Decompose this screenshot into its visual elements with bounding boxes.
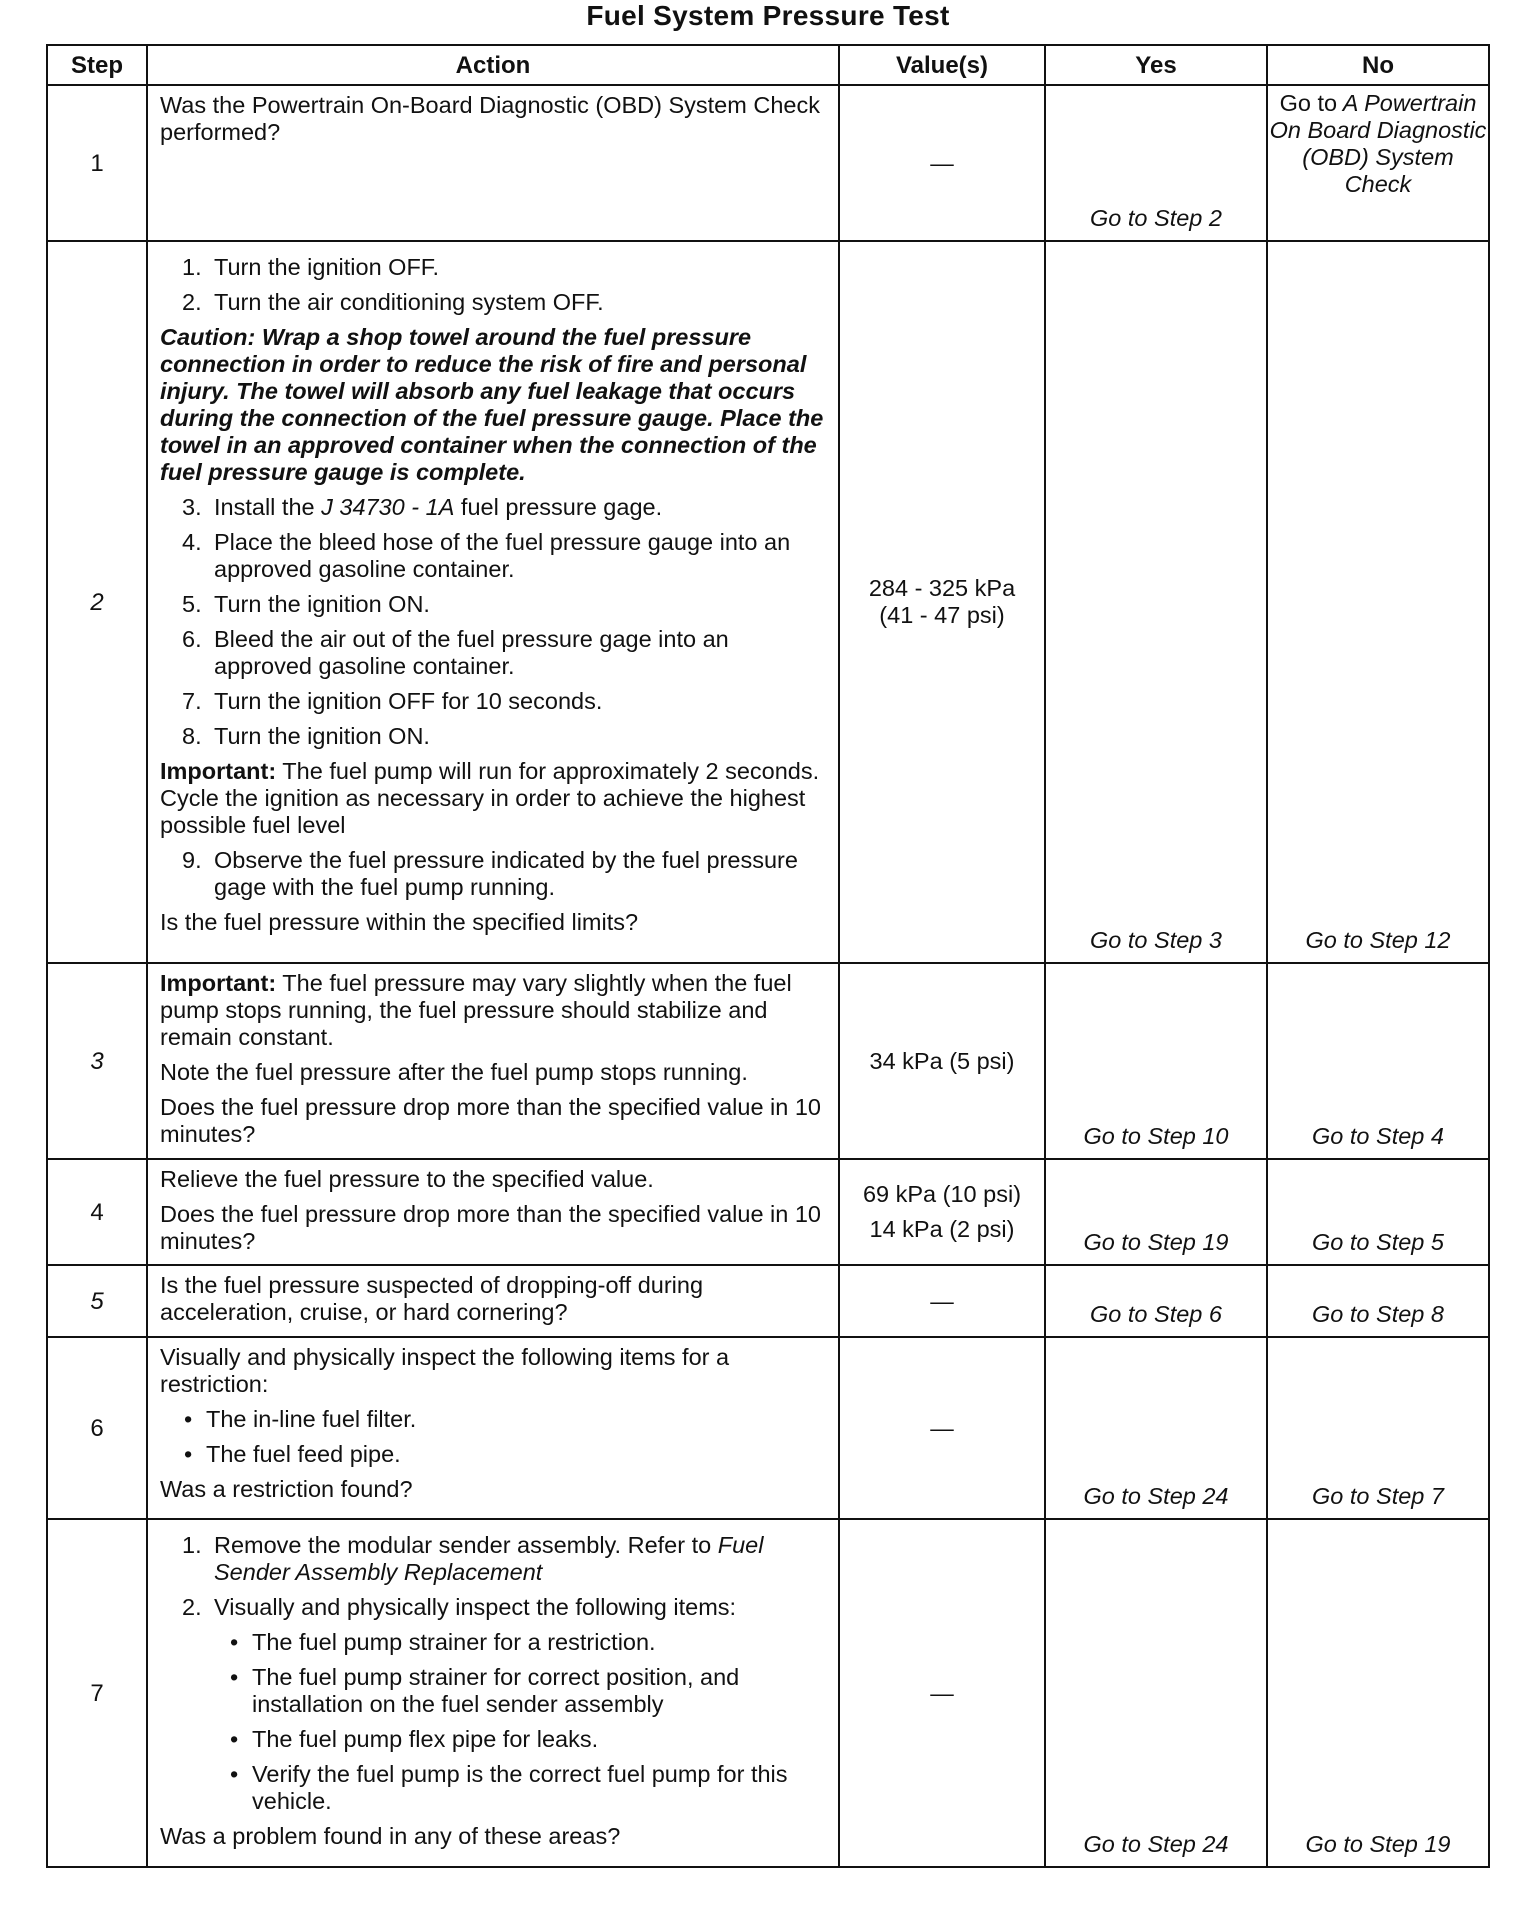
step-number: 4 <box>47 1159 147 1265</box>
step-number: 7 <box>47 1519 147 1867</box>
table-row <box>47 85 1489 241</box>
list-item: 3. Install the J 34730 - 1A fuel pressure gage. <box>182 494 663 520</box>
value-cell: 34 kPa (5 psi) <box>839 963 1045 1159</box>
yes-cell: Go to Step 10 <box>1045 963 1267 1159</box>
action-cell <box>147 1265 839 1337</box>
step-number: 3 <box>47 963 147 1159</box>
value-cell: — <box>839 1265 1045 1337</box>
no-cell: Go to Step 5 <box>1267 1159 1489 1265</box>
action-question: Was the Powertrain On-Board Diagnostic (OBD) System Check performed? <box>160 92 820 145</box>
action-cell <box>147 85 839 241</box>
table-row <box>47 1265 1489 1337</box>
table-row <box>47 241 1489 963</box>
action-question: Is the fuel pressure within the specified limits? <box>160 909 639 935</box>
tool-name: J 34730 - 1A <box>321 494 455 520</box>
no-cell: Go to Step 19 <box>1267 1519 1489 1867</box>
important-note: Important: The fuel pressure may vary slightly when the fuel pump stops running, the fuel pressure should stabilize and remain constant. <box>160 970 792 1050</box>
procedure-table <box>46 44 1490 1868</box>
action-cell <box>147 1159 839 1265</box>
table-row <box>47 1337 1489 1519</box>
value-cell <box>839 241 1045 963</box>
action-note: Relieve the fuel pressure to the specified value. <box>160 1166 654 1192</box>
yes-cell: Go to Step 2 <box>1045 85 1267 241</box>
header-no: No <box>1267 45 1489 85</box>
table-row <box>47 1519 1489 1867</box>
value-cell: — <box>839 1337 1045 1519</box>
action-question: Does the fuel pressure drop more than the specified value in 10 minutes? <box>160 1201 822 1254</box>
no-cell <box>1267 85 1489 241</box>
list-item: • The fuel feed pipe. <box>184 1441 401 1467</box>
list-item: 1. Turn the ignition OFF. <box>182 254 440 280</box>
list-item: 7. Turn the ignition OFF for 10 seconds. <box>182 688 603 714</box>
value-cell: — <box>839 1519 1045 1867</box>
list-item: 2. Visually and physically inspect the following items: <box>182 1594 737 1620</box>
header-yes: Yes <box>1045 45 1267 85</box>
list-item: 2. Turn the air conditioning system OFF. <box>182 289 604 315</box>
action-note: Visually and physically inspect the following items for a restriction: <box>160 1344 730 1397</box>
yes-cell: Go to Step 24 <box>1045 1337 1267 1519</box>
action-note: Note the fuel pressure after the fuel pump stops running. <box>160 1059 748 1085</box>
list-item: • Verify the fuel pump is the correct fuel pump for this vehicle. <box>230 1761 788 1814</box>
list-item: • The fuel pump strainer for correct position, and installation on the fuel sender assembly <box>230 1664 740 1717</box>
list-item: • The fuel pump flex pipe for leaks. <box>230 1726 599 1752</box>
yes-cell: Go to Step 24 <box>1045 1519 1267 1867</box>
value-line: 69 kPa (10 psi) <box>862 1181 1022 1207</box>
step-number: 5 <box>47 1265 147 1337</box>
value-cell: — <box>839 85 1045 241</box>
table-row <box>47 963 1489 1159</box>
action-question: Was a restriction found? <box>160 1476 413 1502</box>
no-prefix: Go to <box>1279 90 1338 116</box>
no-link: A Powertrain On Board Diagnostic (OBD) System Check <box>1269 90 1487 197</box>
action-cell <box>147 241 839 963</box>
no-cell: Go to Step 12 <box>1267 241 1489 963</box>
action-question: Does the fuel pressure drop more than the specified value in 10 minutes? <box>160 1094 822 1147</box>
no-cell: Go to Step 4 <box>1267 963 1489 1159</box>
yes-cell: Go to Step 3 <box>1045 241 1267 963</box>
no-cell: Go to Step 8 <box>1267 1265 1489 1337</box>
action-question: Was a problem found in any of these areas? <box>160 1823 621 1849</box>
list-item: 9. Observe the fuel pressure indicated by the fuel pressure gage with the fuel pump running. <box>182 847 798 900</box>
yes-cell: Go to Step 19 <box>1045 1159 1267 1265</box>
header-action: Action <box>147 45 839 85</box>
value-line: 284 - 325 kPa <box>868 575 1016 601</box>
list-item: • The in-line fuel filter. <box>184 1406 417 1432</box>
value-cell <box>839 1159 1045 1265</box>
value-line: 14 kPa (2 psi) <box>869 1216 1015 1242</box>
list-item: • The fuel pump strainer for a restriction. <box>230 1629 656 1655</box>
important-note: Important: The fuel pump will run for approximately 2 seconds. Cycle the ignition as necessary in order to achieve the highest possible fuel level <box>160 758 820 838</box>
step-number: 2 <box>47 241 147 963</box>
page-title: Fuel System Pressure Test <box>586 0 950 31</box>
list-item: 4. Place the bleed hose of the fuel pressure gauge into an approved gasoline container. <box>182 529 791 582</box>
list-item: 8. Turn the ignition ON. <box>182 723 430 749</box>
action-cell <box>147 1337 839 1519</box>
reference-link: Fuel Sender Assembly Replacement <box>214 1532 764 1585</box>
table-row <box>47 1159 1489 1265</box>
value-line: (41 - 47 psi) <box>879 602 1005 628</box>
step-number: 1 <box>47 85 147 241</box>
list-item: 1. Remove the modular sender assembly. Refer to Fuel Sender Assembly Replacement <box>182 1532 764 1585</box>
header-values: Value(s) <box>839 45 1045 85</box>
caution-note: Caution: Wrap a shop towel around the fuel pressure connection in order to reduce the risk of fire and personal injury. The towel will absorb any fuel leakage that occurs during the connection of the fuel pressure gauge. Place the towel in an approved container when the connection of the fuel pressure gauge is complete. <box>160 324 824 485</box>
action-cell <box>147 1519 839 1867</box>
header-step: Step <box>47 45 147 85</box>
list-item: 5. Turn the ignition ON. <box>182 591 430 617</box>
yes-cell: Go to Step 6 <box>1045 1265 1267 1337</box>
no-cell: Go to Step 7 <box>1267 1337 1489 1519</box>
list-item: 6. Bleed the air out of the fuel pressure gage into an approved gasoline container. <box>182 626 729 679</box>
action-question: Is the fuel pressure suspected of dropping-off during acceleration, cruise, or hard cornering? <box>160 1272 704 1325</box>
step-number: 6 <box>47 1337 147 1519</box>
header-row <box>47 45 1489 85</box>
action-cell <box>147 963 839 1159</box>
